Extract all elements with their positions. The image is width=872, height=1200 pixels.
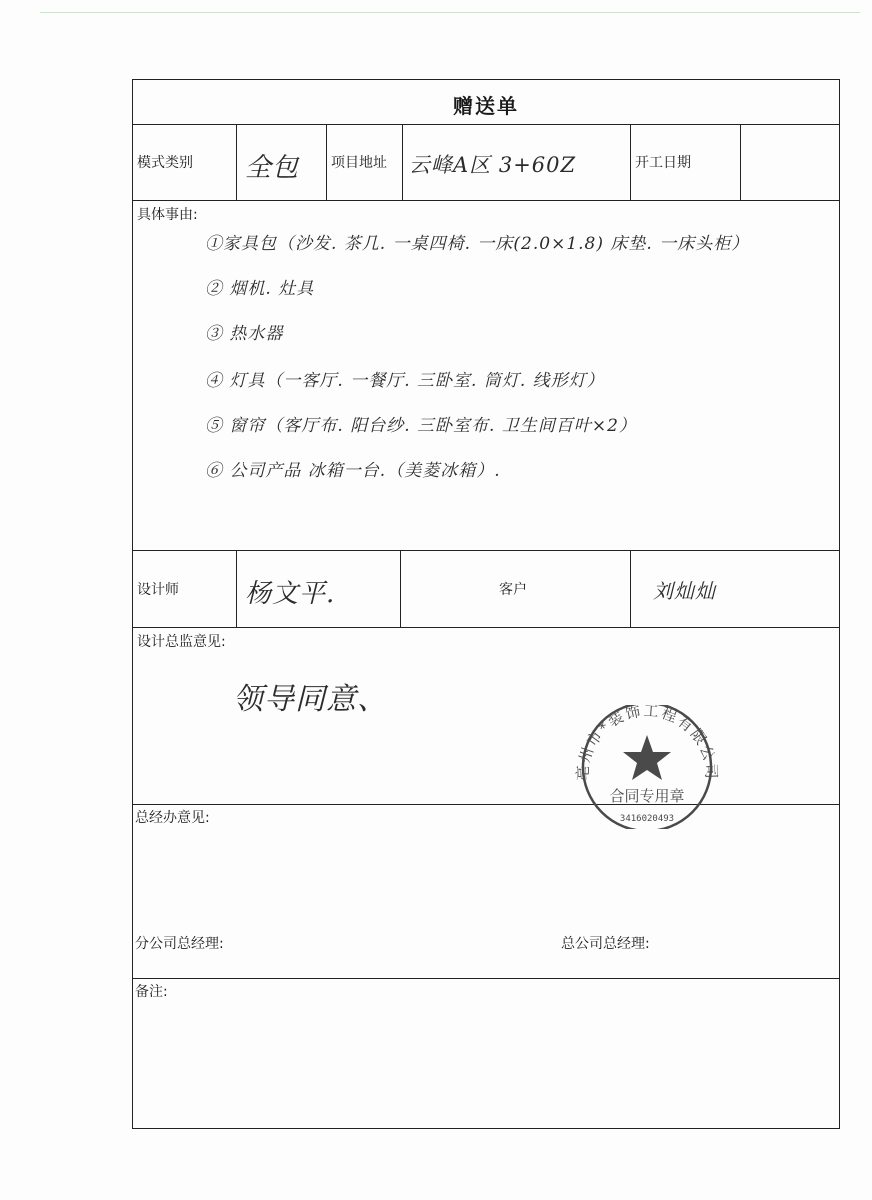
design-director-comment: 领导同意、: [233, 682, 388, 717]
design-director-row: [133, 628, 839, 805]
detail-item-3: ③ 热水器: [205, 324, 284, 344]
gm-office-label: 总经办意见:: [135, 810, 210, 826]
title-row: [133, 80, 839, 125]
project-address-value: 云峰A区 3+60Z: [409, 153, 577, 177]
detail-item-1: ①家具包（沙发. 茶几. 一桌四椅. 一床(2.0×1.8) 床垫. 一床头柜）: [205, 234, 750, 254]
customer-label: 客户: [499, 582, 527, 598]
start-date-value-cell: [741, 125, 839, 200]
detail-item-5: ⑤ 窗帘（客厅布. 阳台纱. 三卧室布. 卫生间百叶×2）: [205, 416, 637, 436]
details-row: [133, 201, 839, 551]
designer-label-cell: [133, 551, 237, 627]
designer-label: 设计师: [137, 582, 179, 598]
seal-type: 合同专用章: [609, 787, 685, 805]
seal-star-icon: [623, 735, 671, 780]
hq-gm-label: 总公司总经理:: [561, 936, 650, 952]
start-date-label: 开工日期: [635, 155, 691, 171]
start-date-label-cell: [631, 125, 741, 200]
designer-row: [133, 551, 839, 628]
mode-type-label: 模式类别: [137, 155, 193, 171]
info-row: [133, 125, 839, 201]
company-seal-stamp: [568, 705, 726, 829]
mode-type-value-cell: [237, 125, 327, 200]
mode-type-label-cell: [133, 125, 237, 200]
gift-form: [132, 79, 840, 1129]
details-label: 具体事由:: [137, 207, 198, 223]
detail-item-4: ④ 灯具（一客厅. 一餐厅. 三卧室. 筒灯. 线形灯）: [205, 371, 605, 391]
detail-item-2: ② 烟机. 灶具: [205, 279, 315, 299]
mode-type-value: 全包: [245, 153, 300, 183]
detail-item-6: ⑥ 公司产品 冰箱一台.（美菱冰箱）.: [205, 461, 501, 481]
address-label-cell: [327, 125, 403, 200]
gm-office-row: [133, 805, 839, 979]
project-address-label: 项目地址: [331, 155, 387, 171]
customer-value-cell: [631, 551, 839, 627]
form-title: 赠送单: [453, 94, 519, 118]
remarks-label: 备注:: [135, 984, 168, 1000]
customer-label-cell: [401, 551, 631, 627]
customer-signature: 刘灿灿: [653, 579, 716, 603]
designer-value-cell: [237, 551, 401, 627]
seal-number: 3416020493: [619, 814, 675, 824]
designer-signature: 杨文平.: [245, 579, 336, 609]
scan-top-line: [40, 12, 860, 13]
branch-gm-label: 分公司总经理:: [135, 936, 224, 952]
design-director-label: 设计总监意见:: [137, 634, 226, 650]
address-value-cell: [403, 125, 631, 200]
remarks-row: [133, 979, 839, 1128]
seal-company-name: 亳州市*装饰工程有限公司: [573, 705, 721, 782]
